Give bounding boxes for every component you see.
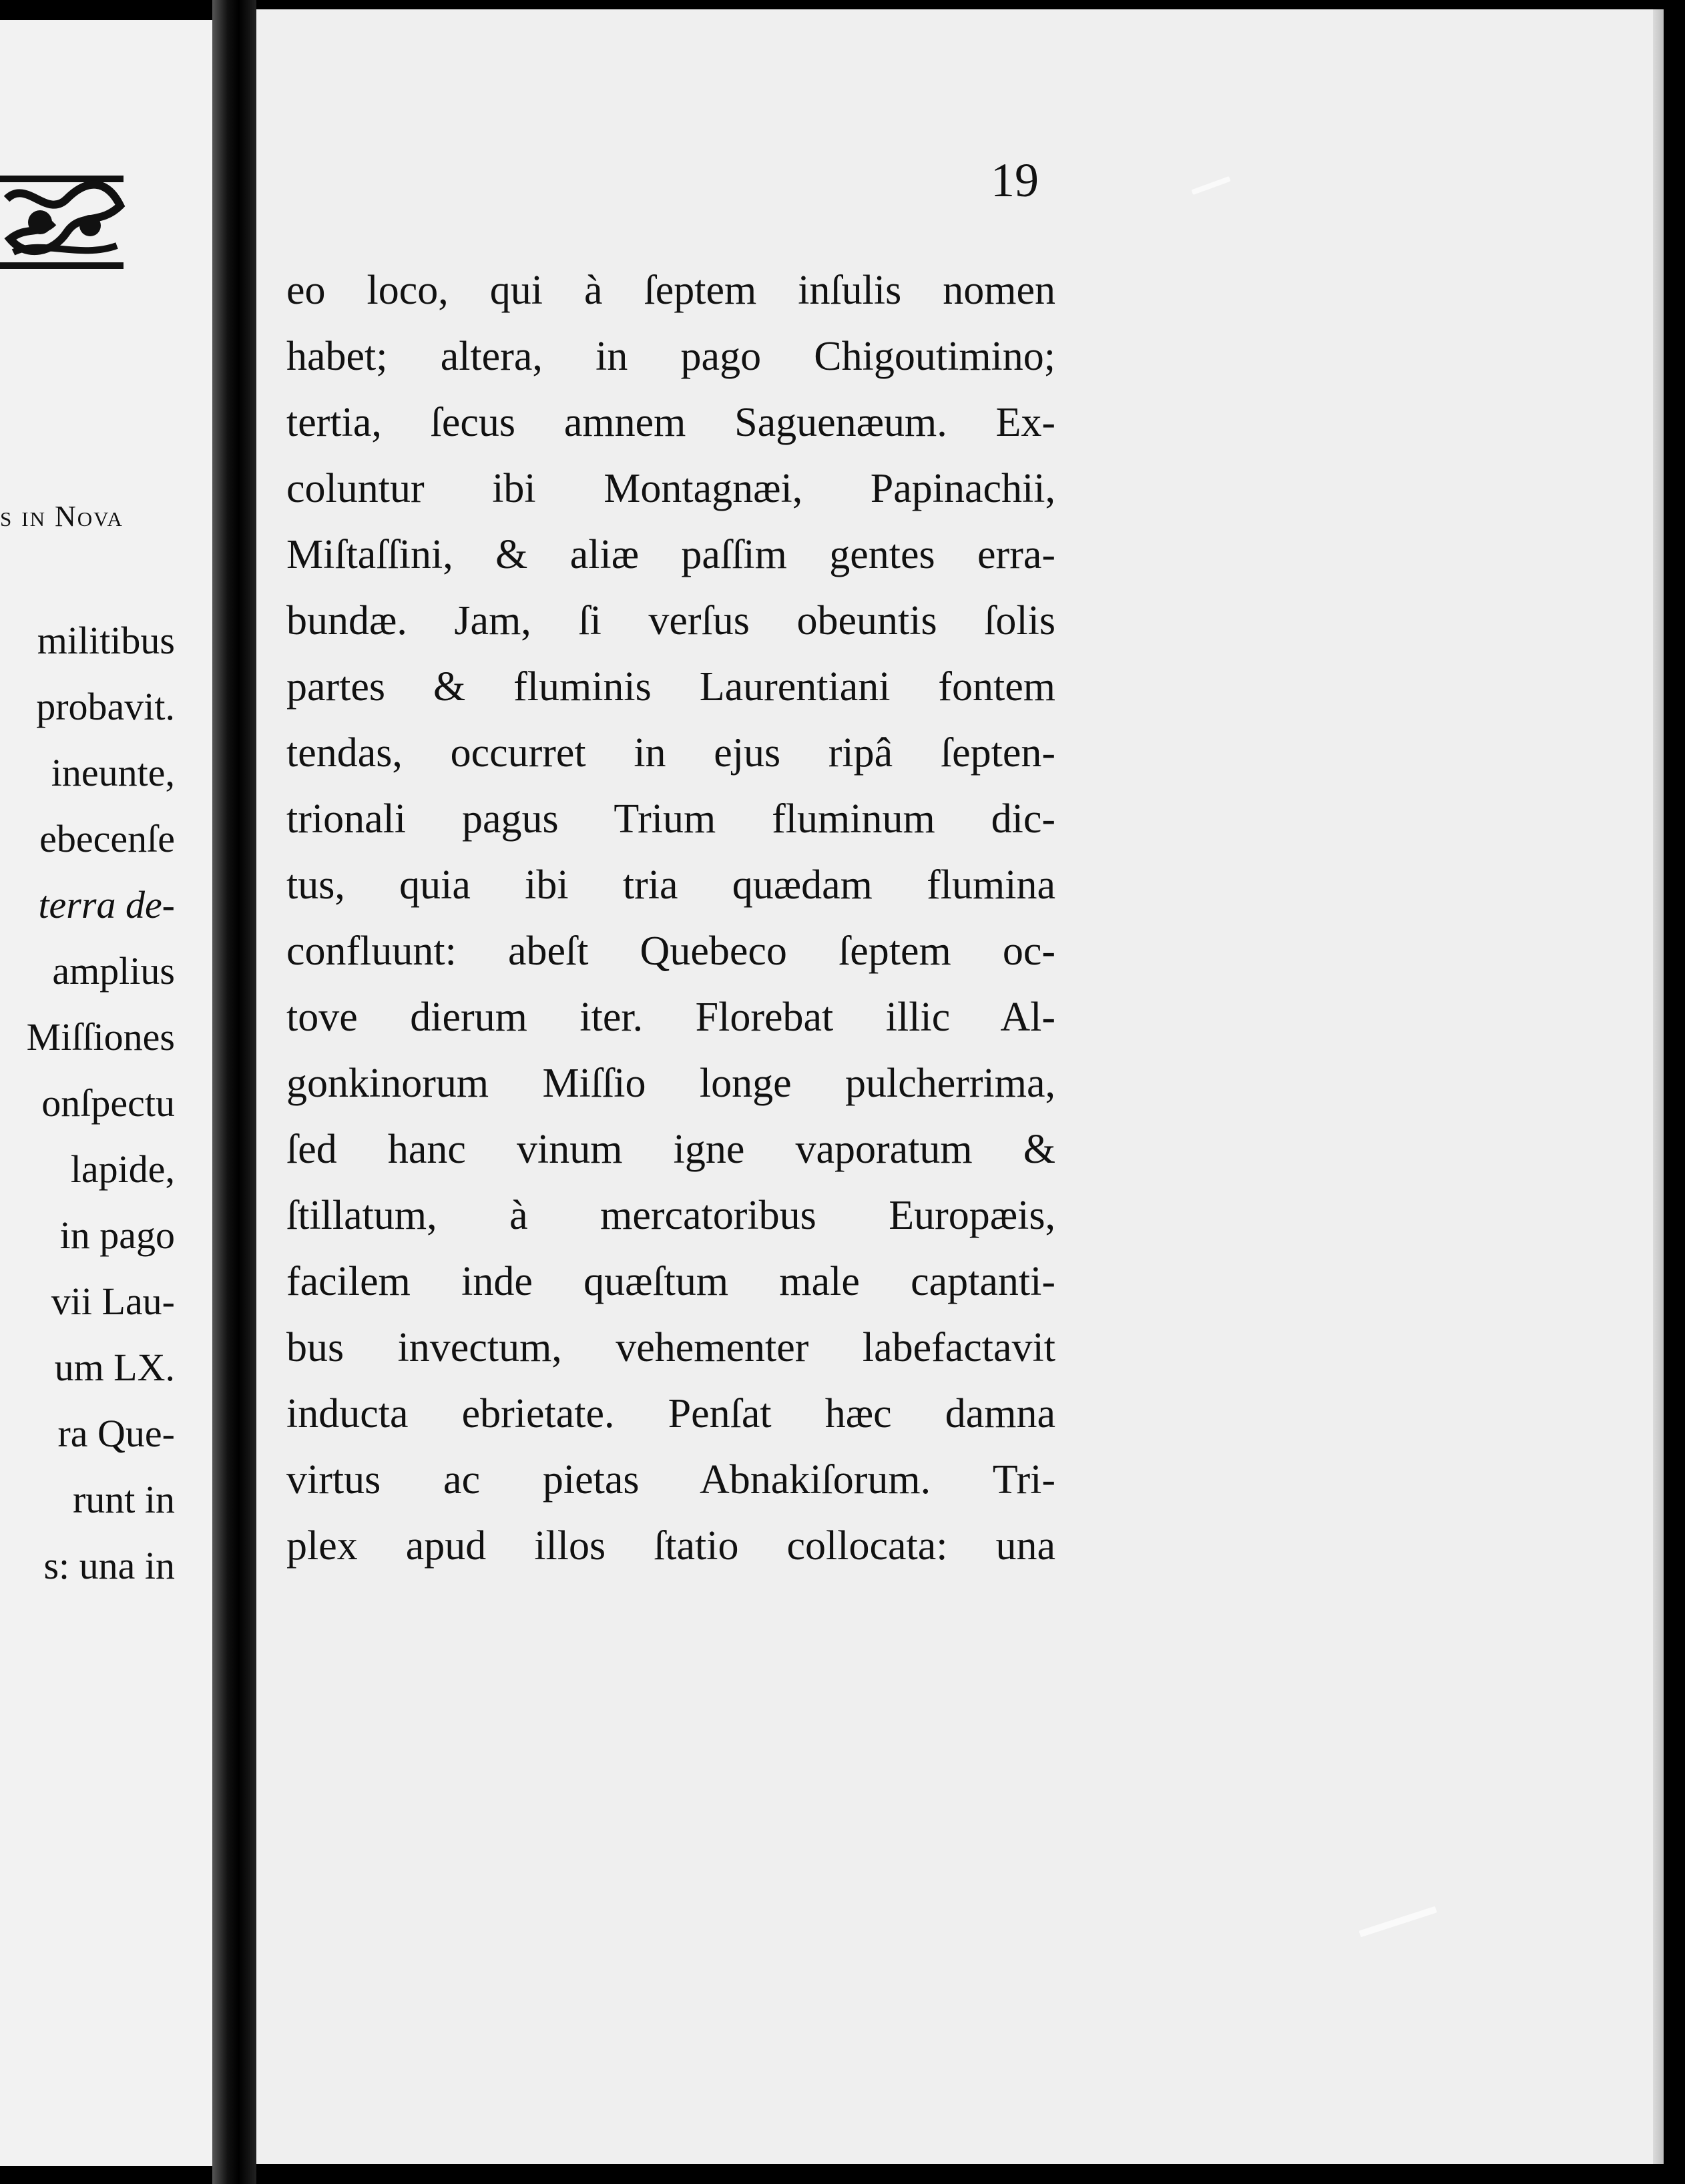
body-text-line: Miſtaſſini, & aliæ paſſim gentes erra- <box>286 532 1055 577</box>
left-text-line: probavit. <box>36 685 175 728</box>
left-text-line: Miſſiones <box>26 1015 175 1059</box>
left-text-line: ra Que- <box>57 1412 175 1455</box>
paper-speck <box>1191 176 1230 195</box>
body-text-line: eo loco, qui à ſeptem inſulis nomen <box>286 268 1055 313</box>
right-page <box>256 9 1664 2164</box>
body-text-block <box>286 258 1055 1579</box>
left-page <box>0 20 218 2166</box>
body-text-line: plex apud illos ſtatio collocata: una <box>286 1523 1055 1569</box>
left-text-line: ebecenſe <box>39 817 175 860</box>
paper-speck <box>1359 1906 1437 1938</box>
left-text-line: um LX. <box>54 1346 175 1389</box>
page-edge <box>1653 9 1664 2164</box>
body-text-line: confluunt: abeſt Quebeco ſeptem oc- <box>286 928 1055 974</box>
body-text-line: tus, quia ibi tria quædam flumina <box>286 862 1055 908</box>
body-text-line: habet; altera, in pago Chigoutimino; <box>286 334 1055 379</box>
body-text-line: tove dierum iter. Florebat illic Al- <box>286 995 1055 1040</box>
body-text-line: gonkinorum Miſſio longe pulcherrima, <box>286 1061 1055 1106</box>
left-text-line: in pago <box>59 1213 175 1257</box>
body-text-line: tendas, occurret in ejus ripâ ſepten- <box>286 730 1055 776</box>
book-gutter <box>212 0 256 2184</box>
left-text-line: lapide, <box>70 1147 175 1191</box>
body-text-line: bundæ. Jam, ſi verſus obeuntis ſolis <box>286 598 1055 643</box>
page-number: 19 <box>991 154 1039 207</box>
body-text-line: facilem inde quæſtum male captanti- <box>286 1259 1055 1304</box>
body-text-line: virtus ac pietas Abnakiſorum. Tri- <box>286 1457 1055 1503</box>
left-text-line: terra de- <box>38 883 175 926</box>
body-text-line: coluntur ibi Montagnæi, Papinachii, <box>286 466 1055 511</box>
body-text-line: bus invectum, vehementer labefactavit <box>286 1325 1055 1370</box>
body-text-line: inducta ebrietate. Penſat hæc damna <box>286 1391 1055 1436</box>
ornament-icon <box>0 172 127 272</box>
left-running-head: s in Nova <box>0 500 124 533</box>
left-text-line: amplius <box>52 949 175 993</box>
left-text-line: ineunte, <box>51 751 175 794</box>
left-text-line: runt in <box>72 1478 175 1521</box>
body-text-line: partes & fluminis Laurentiani fontem <box>286 664 1055 710</box>
body-text-line: trionali pagus Trium fluminum dic- <box>286 796 1055 842</box>
body-text-line: tertia, ſecus amnem Saguenæum. Ex- <box>286 400 1055 445</box>
left-text-block <box>0 607 175 1599</box>
left-text-line: onſpectu <box>41 1081 175 1125</box>
body-text-line: ſtillatum, à mercatoribus Europæis, <box>286 1193 1055 1238</box>
left-text-line: s: una in <box>43 1544 175 1587</box>
body-text-line: ſed hanc vinum igne vaporatum & <box>286 1127 1055 1172</box>
left-text-line: vii Lau- <box>51 1280 175 1323</box>
left-text-line: militibus <box>37 619 175 662</box>
